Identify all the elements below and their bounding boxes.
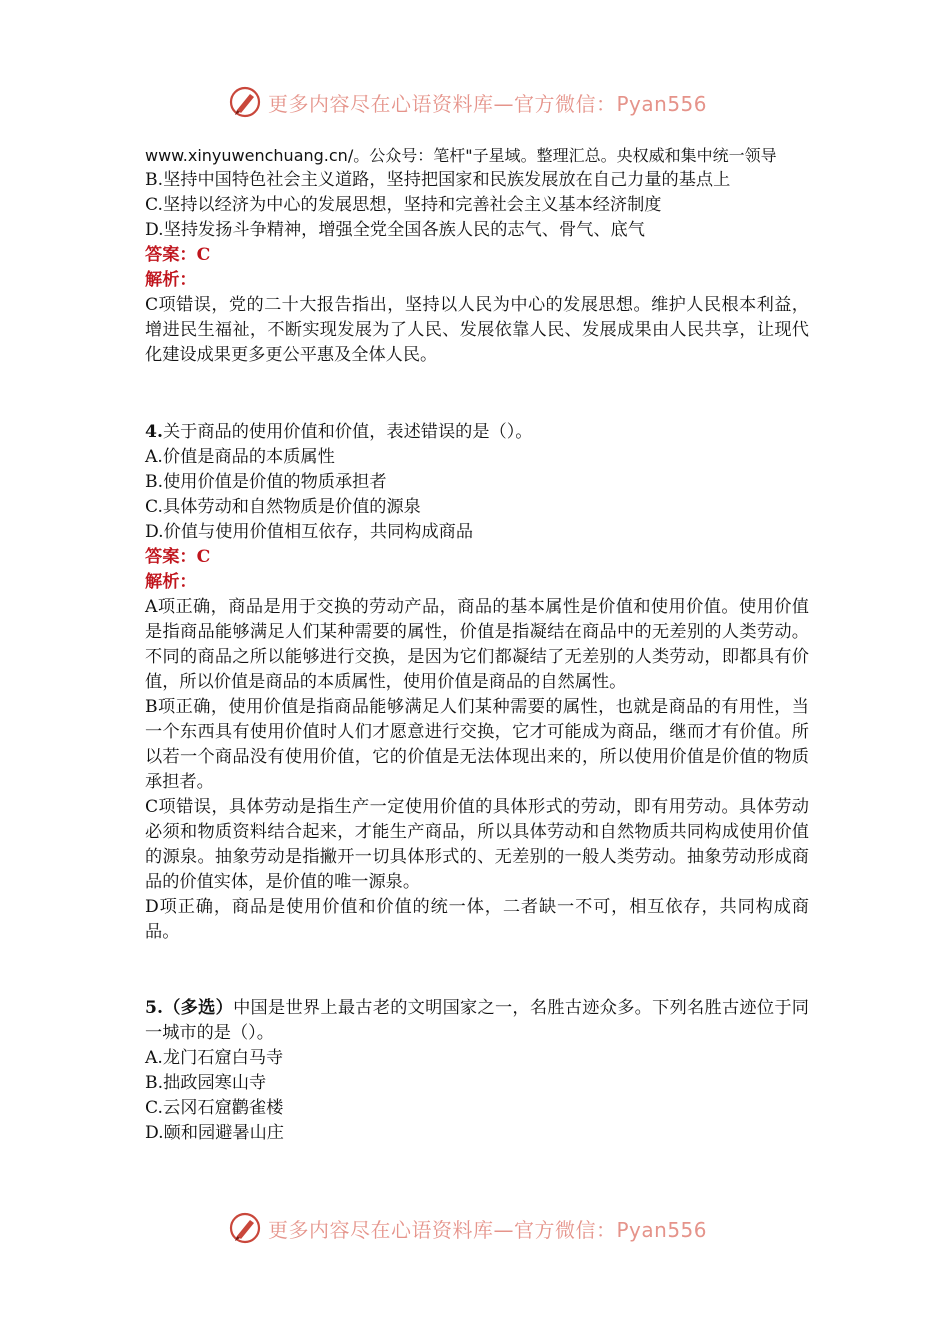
q4-analysis-d: D项正确，商品是使用价值和价值的统一体，二者缺一不可，相互依存，共同构成商品。 bbox=[145, 897, 809, 942]
answer-label: 答案：C bbox=[145, 245, 211, 265]
option-d: D.坚持发扬斗争精神，增强全党全国各族人民的志气、骨气、底气 bbox=[145, 220, 645, 240]
q4-analysis-b: B项正确，使用价值是指商品能够满足人们某种需要的属性，也就是商品的有用性，当一个东西具有使用价值时人们才愿意进行交换，它才可能成为商品，继而才有价值。所以若一个商品没有使用价值，它的价值是无法体现出来的，所以使用价值是价值的物质承担者。 bbox=[145, 697, 809, 792]
pen-logo-icon bbox=[228, 85, 262, 119]
q4-answer-label: 答案：C bbox=[145, 547, 211, 567]
q4-analysis-c: C项错误，具体劳动是指生产一定使用价值的具体形式的劳动，即有用劳动。具体劳动必须和物质资料结合起来，才能生产商品，所以具体劳动和自然物质共同构成使用价值的源泉。抽象劳动是指撇开一切具体形式的、无差别的一般人类劳动。抽象劳动形成商品的价值实体，是价值的唯一源泉。 bbox=[145, 797, 809, 892]
header-banner bbox=[228, 82, 707, 122]
q5-option-d: D.颐和园避暑山庄 bbox=[145, 1123, 284, 1143]
analysis-label: 解析： bbox=[145, 270, 197, 290]
question-4 bbox=[145, 420, 809, 445]
q4-analysis-a: A项正确，商品是用于交换的劳动产品，商品的基本属性是价值和使用价值。使用价值是指商品能够满足人们某种需要的属性，价值是指凝结在商品中的无差别的人类劳动。不同的商品之所以能够进行交换，是因为它们都凝结了无差别的人类劳动，即都具有价值，所以价值是商品的本质属性，使用价值是商品的自然属性。 bbox=[145, 597, 809, 692]
banner-text: 更多内容尽在心语资料库—官方微信：Pyan556 bbox=[268, 1217, 708, 1242]
q5-option-b: B.拙政园寒山寺 bbox=[145, 1073, 267, 1093]
banner-text: 更多内容尽在心语资料库—官方微信：Pyan556 bbox=[268, 91, 708, 116]
q5-option-c: C.云冈石窟鹳雀楼 bbox=[145, 1098, 284, 1118]
q4-option-a: A.价值是商品的本质属性 bbox=[145, 447, 335, 467]
question-5 bbox=[145, 996, 809, 1046]
q4-option-c: C.具体劳动和自然物质是价值的源泉 bbox=[145, 497, 421, 517]
q5-option-a: A.龙门石窟白马寺 bbox=[145, 1048, 284, 1068]
option-b: B.坚持中国特色社会主义道路，坚持把国家和民族发展放在自己力量的基点上 bbox=[145, 170, 731, 190]
header-line: www.xinyuwenchuang.cn/。公众号：笔杆"子星域。整理汇总。央权威和集中统一领导 bbox=[145, 146, 777, 165]
q4-option-b: B.使用价值是价值的物质承担者 bbox=[145, 472, 387, 492]
pen-logo-icon bbox=[228, 1211, 262, 1245]
document-body bbox=[145, 143, 809, 1146]
q4-option-d: D.价值与使用价值相互依存，共同构成商品 bbox=[145, 522, 474, 542]
question-stem: 关于商品的使用价值和价值，表述错误的是（）。 bbox=[162, 422, 533, 442]
question-stem: 中国是世界上最古老的文明国家之一，名胜古迹众多。下列名胜古迹位于同一城市的是（）。 bbox=[145, 998, 809, 1043]
q4-analysis-label: 解析： bbox=[145, 572, 197, 592]
footer-banner bbox=[228, 1208, 707, 1248]
analysis-text: C项错误，党的二十大报告指出，坚持以人民为中心的发展思想。维护人民根本利益，增进民生福祉，不断实现发展为了人民、发展依靠人民、发展成果由人民共享，让现代化建设成果更多更公平惠及全体人民。 bbox=[145, 295, 809, 365]
option-c: C.坚持以经济为中心的发展思想，坚持和完善社会主义基本经济制度 bbox=[145, 195, 662, 215]
question-number: 5.（多选） bbox=[145, 998, 234, 1018]
question-number: 4. bbox=[145, 422, 163, 442]
